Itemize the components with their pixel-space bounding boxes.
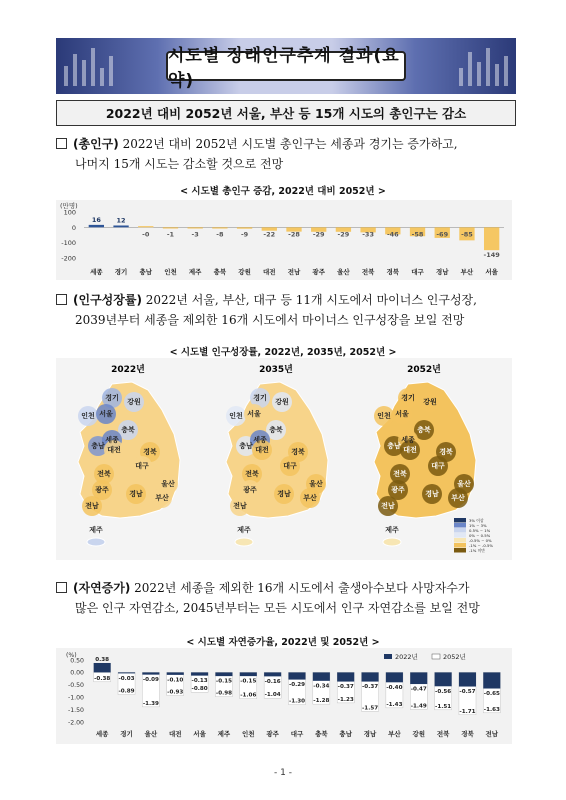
x-tick-label: 제주 [217, 730, 231, 738]
bar-2022-label: -0.65 [483, 691, 500, 698]
legend-label: 1% ~ 3% [469, 523, 487, 528]
bar-2022-label: -0.37 [361, 684, 379, 691]
bar-2022 [313, 672, 330, 680]
section-text: 2022년 대비 2052년 시도별 총인구는 세종과 경기는 증가하고, [118, 137, 458, 151]
region-label: 부산 [303, 494, 317, 502]
region-label: 충남 [387, 442, 401, 450]
y-tick-label: 0.50 [70, 657, 84, 665]
bar-2022-label: -0.29 [288, 682, 306, 689]
x-tick-label: 강원 [238, 268, 251, 276]
x-tick-label: 제주 [188, 268, 202, 276]
bar-value-label: -85 [461, 230, 473, 239]
bar-2052-label: -1.43 [386, 701, 403, 708]
region-label: 경북 [291, 448, 305, 456]
x-tick-label: 부산 [460, 268, 474, 276]
section-text-line2: 많은 인구 자연감소, 2045년부터는 모든 시도에서 인구 자연감소를 보일 전망 [75, 601, 480, 615]
bar-2022 [118, 672, 135, 673]
bar-value-label: -46 [386, 230, 399, 239]
bar-2022-label: -0.13 [191, 678, 208, 685]
bar-2052-label: -1.23 [337, 696, 354, 703]
x-tick-label: 서울 [485, 268, 498, 276]
bar-value-label: -29 [312, 230, 325, 239]
bar-2022 [264, 672, 281, 676]
section-text: 2022년 서울, 부산, 대구 등 11개 시도에서 마이너스 인구성장, [141, 293, 477, 307]
region-label: 충북 [121, 426, 135, 434]
section-text: 2022년 세종을 제외한 16개 시도에서 출생아수보다 사망자수가 [130, 581, 470, 595]
region-label: 경기 [253, 394, 267, 402]
x-tick-label: 대구 [290, 730, 304, 738]
region-label: 대구 [135, 462, 149, 470]
x-tick-label: 서울 [193, 730, 206, 738]
bar-value-label: -149 [483, 251, 500, 260]
legend-label-2022: 2022년 [395, 653, 418, 661]
region-label: 충남 [239, 442, 253, 450]
map-year-label: 2022년 [111, 365, 145, 375]
bar-2022-label: -0.15 [215, 678, 233, 685]
bar-2022-label: -0.03 [118, 675, 135, 682]
checkbox-bullet-icon [56, 294, 67, 305]
bar [138, 226, 153, 227]
x-tick-label: 경기 [120, 730, 133, 738]
bar-2052-label: -1.71 [459, 708, 476, 715]
region-label: 제주 [385, 526, 399, 534]
bar-2052-label: -1.51 [435, 703, 452, 710]
section-tag: (인구성장률) [73, 293, 142, 307]
region-label: 울산 [457, 480, 471, 488]
korea-map-1 [78, 363, 180, 546]
bar-2052-label: -0.93 [167, 689, 184, 696]
legend-label: 0.5% ~ 1% [469, 528, 491, 533]
y-axis-unit: (%) [66, 652, 77, 659]
x-tick-label: 경남 [435, 268, 449, 276]
region-label: 대전 [255, 446, 269, 454]
region-label: 경남 [277, 490, 291, 498]
bar [188, 227, 203, 228]
bar-2022-label: -0.57 [459, 689, 476, 696]
legend-label: 0% ~ 0.5% [469, 533, 491, 538]
legend-label: -1% 미만 [469, 548, 485, 553]
x-tick-label: 전북 [361, 268, 375, 276]
section-tag: (자연증가) [73, 581, 131, 595]
region-label: 서울 [99, 410, 113, 418]
bar-2052-label: -0.38 [94, 675, 111, 682]
region-label: 경남 [425, 490, 439, 498]
bar-value-label: -8 [216, 230, 224, 239]
banner-decoration-right [459, 46, 508, 86]
maps-panel [56, 358, 512, 560]
legend-swatch-2052 [432, 654, 440, 659]
page-title: 시도별 장래인구추계 결과(요약) [166, 51, 406, 81]
headline-box: 2022년 대비 2052년 서울, 부산 등 15개 시도의 총인구는 감소 [56, 100, 516, 126]
legend-label: 3% 이상 [469, 518, 484, 523]
x-tick-label: 울산 [144, 730, 158, 738]
bar-2022 [386, 672, 403, 682]
bar-2022 [215, 672, 232, 676]
region-label: 강원 [127, 398, 141, 406]
region-label: 경북 [143, 448, 157, 456]
x-tick-label: 전북 [436, 730, 450, 738]
bar-2022 [240, 672, 257, 676]
region-blob-jeju [235, 538, 253, 546]
checkbox-bullet-icon [56, 138, 67, 149]
bar-2052-label: -1.06 [240, 692, 257, 699]
legend-swatch-2022 [384, 654, 392, 659]
region-label: 경남 [129, 490, 143, 498]
region-label: 전남 [85, 502, 99, 510]
bar-2052-label: -0.89 [118, 688, 135, 695]
region-label: 전북 [245, 470, 259, 478]
bar-2052-label: -0.80 [191, 686, 208, 693]
map-year-label: 2035년 [259, 365, 293, 375]
x-tick-label: 대전 [168, 730, 182, 738]
region-label: 대구 [283, 462, 297, 470]
region-label: 광주 [243, 486, 257, 494]
region-label: 광주 [95, 486, 109, 494]
region-label: 경기 [401, 394, 415, 402]
region-label: 부산 [155, 494, 169, 502]
banner-decoration-left [64, 46, 113, 86]
y-tick-label: -2.00 [67, 719, 84, 727]
y-tick-label: 0 [71, 223, 76, 232]
bar-value-label: -22 [263, 230, 276, 239]
section-tag: (총인구) [73, 137, 119, 151]
region-label: 전남 [233, 502, 247, 510]
bar-2022 [337, 672, 354, 681]
x-tick-label: 전남 [485, 730, 499, 738]
x-tick-label: 광주 [312, 268, 325, 276]
bar-2022 [94, 663, 111, 672]
bar-2022 [459, 672, 476, 686]
bar-value-label: 16 [91, 215, 101, 224]
bar [163, 227, 178, 228]
region-label: 제주 [237, 526, 251, 534]
map-body [78, 382, 180, 546]
section-natural-increase [56, 578, 526, 618]
x-tick-label: 세종 [90, 268, 103, 276]
x-tick-label: 경북 [386, 268, 400, 276]
y-tick-label: 100 [63, 208, 76, 217]
region-label: 경기 [105, 394, 119, 402]
bar-2022-label: -0.10 [167, 677, 184, 684]
bar-2052-label: -1.49 [410, 703, 427, 710]
bar-2052-label: -1.30 [288, 698, 306, 705]
legend-swatch [454, 528, 466, 533]
natural-increase-chart [56, 648, 512, 744]
x-tick-label: 인천 [242, 730, 255, 738]
region-label: 전남 [381, 502, 395, 510]
bar [89, 225, 104, 227]
bar-2052-label: -1.39 [142, 700, 159, 707]
x-tick-label: 충남 [339, 730, 352, 738]
bar-value-label: 12 [116, 216, 126, 225]
bar-2022-label: -0.16 [264, 678, 281, 685]
y-tick-label: -1.50 [67, 706, 84, 714]
region-label: 광주 [391, 486, 405, 494]
x-tick-label: 충북 [213, 268, 227, 276]
x-tick-label: 인천 [164, 268, 177, 276]
x-tick-label: 부산 [388, 730, 401, 738]
legend-label-2052: 2052년 [443, 653, 466, 661]
bar-2022-label: -0.37 [337, 684, 354, 691]
chart3-panel [56, 648, 512, 744]
bar-2022 [410, 672, 427, 684]
map-year-label: 2052년 [407, 365, 441, 375]
bar-2022 [483, 672, 500, 688]
bar-value-label: -28 [288, 230, 300, 239]
bar-2052-label: -1.04 [264, 692, 281, 699]
bar [113, 225, 128, 227]
bar-2052-label: -0.98 [215, 690, 233, 697]
bar-value-label: -33 [362, 230, 374, 239]
legend-swatch [454, 538, 466, 543]
korea-map-2 [226, 363, 328, 546]
chart1-title: < 시도별 총인구 증감, 2022년 대비 2052년 > [180, 186, 386, 197]
section-text-line2: 나머지 15개 시도는 감소할 것으로 전망 [75, 157, 284, 171]
region-label: 강원 [275, 398, 289, 406]
legend-label: -0.5% ~ 0% [469, 538, 492, 543]
legend-swatch [454, 543, 466, 548]
bar-2052-label: -1.57 [361, 705, 379, 712]
region-label: 강원 [423, 398, 437, 406]
bar-2022-label: -0.15 [240, 678, 257, 685]
bar-2022 [288, 672, 305, 679]
y-tick-label: -1.00 [67, 694, 84, 702]
x-tick-label: 울산 [337, 268, 350, 276]
chart2-title: < 시도별 인구성장률, 2022년, 2035년, 2052년 > [169, 347, 397, 358]
bar-2022-label: -0.47 [410, 686, 427, 693]
legend-label: -1% ~ -0.5% [469, 543, 494, 548]
region-label: 대구 [431, 462, 445, 470]
bar-2022-label: 0.38 [95, 656, 110, 663]
region-label: 충북 [417, 426, 431, 434]
x-tick-label: 경북 [461, 730, 474, 738]
region-label: 세종 [253, 436, 267, 444]
bar-value-label: -3 [191, 230, 199, 239]
x-tick-label: 충남 [139, 268, 153, 276]
x-tick-label: 대구 [411, 268, 424, 276]
x-tick-label: 경남 [363, 730, 377, 738]
page-number: - 1 - [274, 768, 292, 778]
bar [212, 227, 227, 228]
bar [484, 227, 499, 250]
region-label: 서울 [395, 410, 409, 418]
bar-2022-label: -0.40 [386, 684, 403, 691]
bar-value-label: -29 [337, 230, 350, 239]
section-total-population [56, 134, 526, 174]
legend-swatch [454, 533, 466, 538]
bar-2022-label: -0.34 [313, 683, 330, 690]
x-tick-label: 세종 [95, 730, 109, 738]
x-tick-label: 광주 [266, 730, 279, 738]
bar-2022 [191, 672, 208, 675]
region-label: 충남 [91, 442, 105, 450]
x-tick-label: 전남 [287, 268, 301, 276]
region-label: 세종 [401, 436, 415, 444]
x-tick-label: 대전 [263, 268, 276, 276]
chart3-title: < 시도별 자연증가율, 2022년 및 2052년 > [186, 637, 380, 648]
region-label: 인천 [81, 412, 95, 420]
growth-rate-maps [56, 358, 512, 560]
bar-2022-label: -0.09 [142, 677, 159, 684]
map-legend [454, 518, 493, 553]
bar [237, 227, 252, 228]
region-label: 인천 [229, 412, 243, 420]
region-label: 부산 [451, 494, 465, 502]
bar-2052-label: -1.63 [483, 706, 500, 713]
y-tick-label: 0.00 [70, 669, 84, 677]
region-label: 충북 [269, 426, 283, 434]
bar-value-label: -58 [411, 230, 424, 239]
region-label: 대전 [403, 446, 417, 454]
region-label: 서울 [247, 410, 261, 418]
y-tick-label: -100 [61, 239, 76, 248]
bar-2022-label: -0.56 [435, 688, 452, 695]
section-text-line2: 2039년부터 세종을 제외한 16개 시도에서 마이너스 인구성장을 보일 전망 [75, 313, 465, 327]
chart1-panel [56, 200, 512, 280]
title-banner [56, 38, 516, 94]
region-label: 경북 [439, 448, 453, 456]
bar-2022 [362, 672, 379, 681]
region-label: 인천 [377, 412, 391, 420]
y-tick-label: -0.50 [67, 682, 84, 690]
region-label: 대전 [107, 446, 121, 454]
x-tick-label: 경기 [114, 268, 128, 276]
region-label: 울산 [309, 480, 323, 488]
checkbox-bullet-icon [56, 582, 67, 593]
bar-2052-label: -1.28 [313, 698, 330, 705]
region-blob-jeju [87, 538, 105, 546]
legend-swatch [454, 523, 466, 528]
total-population-change-chart [56, 200, 512, 280]
x-tick-label: 강원 [412, 730, 426, 738]
bar-2022 [435, 672, 452, 686]
region-label: 제주 [89, 526, 103, 534]
bar-value-label: -69 [436, 230, 449, 239]
map-body [226, 382, 328, 546]
y-tick-label: -200 [61, 254, 76, 263]
region-blob-jeju [383, 538, 401, 546]
bar-value-label: -0 [142, 230, 150, 239]
x-tick-label: 충북 [315, 730, 328, 738]
region-label: 세종 [105, 436, 119, 444]
section-growth-rate [56, 290, 526, 330]
bar-2022 [167, 672, 184, 674]
bar-value-label: -1 [166, 230, 175, 239]
region-label: 울산 [161, 480, 175, 488]
y-axis-unit: (만명) [60, 202, 78, 210]
legend-swatch [454, 548, 466, 553]
bar-2022 [142, 672, 159, 674]
region-label: 전북 [97, 470, 111, 478]
bar-value-label: -9 [240, 230, 249, 239]
region-label: 전북 [393, 470, 407, 478]
legend-swatch [454, 518, 466, 523]
